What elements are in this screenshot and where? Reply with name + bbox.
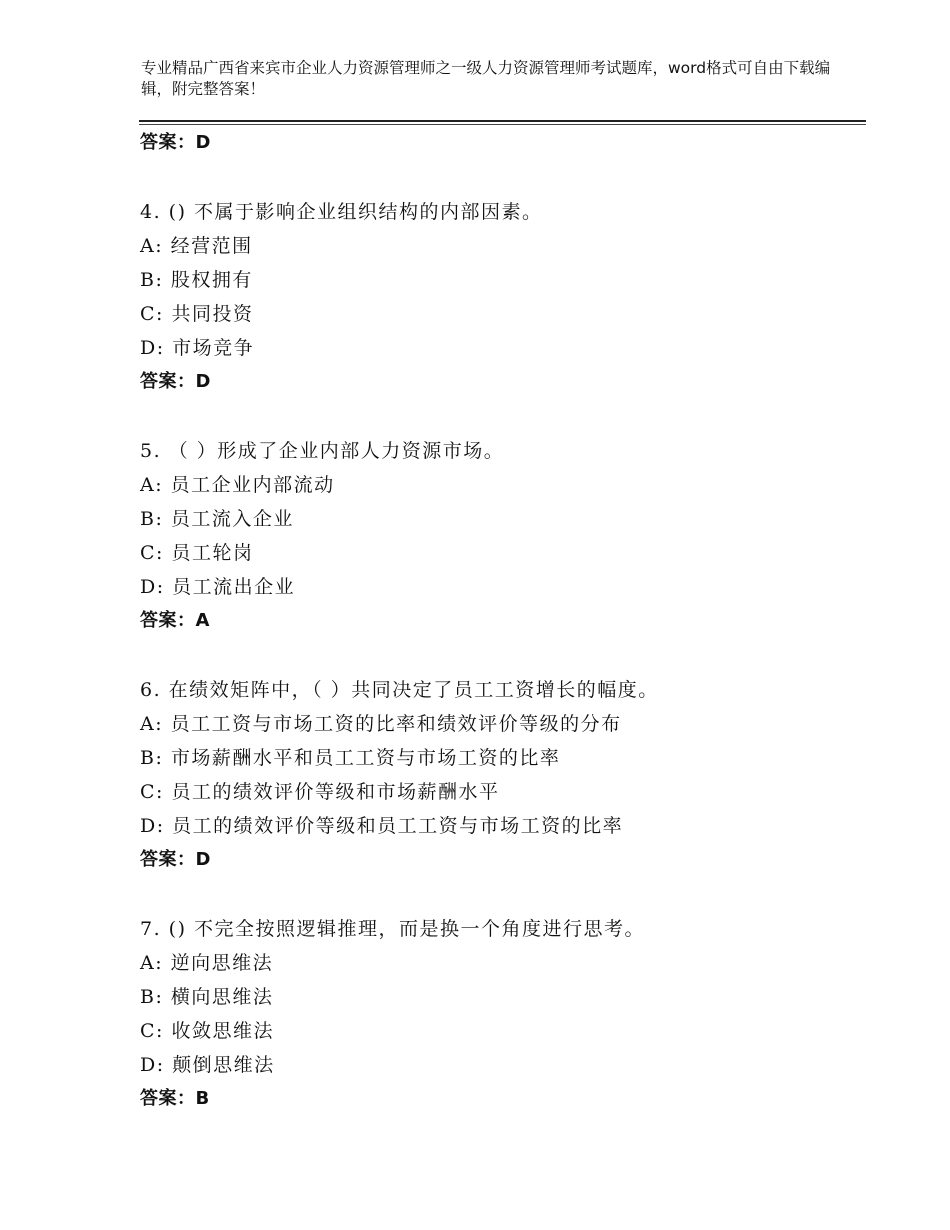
question-7-answer: 答案：B bbox=[140, 1088, 210, 1109]
question-4-stem: 4. () 不属于影响企业组织结构的内部因素。 bbox=[140, 201, 543, 223]
document-header: 专业精品广西省来宾市企业人力资源管理师之一级人力资源管理师考试题库，word格式可自由下载编辑，附完整答案！ bbox=[141, 59, 831, 98]
question-4-answer: 答案：D bbox=[140, 371, 211, 392]
question-6-stem: 6. 在绩效矩阵中，（ ）共同决定了员工工资增长的幅度。 bbox=[140, 679, 659, 701]
header-rule-thin bbox=[139, 124, 866, 125]
question-4-option-c: C: 共同投资 bbox=[140, 303, 254, 325]
question-5-option-d: D: 员工流出企业 bbox=[140, 576, 296, 598]
question-7-option-a: A: 逆向思维法 bbox=[140, 952, 274, 974]
question-7-option-b: B: 横向思维法 bbox=[140, 986, 274, 1008]
question-4-option-a: A: 经营范围 bbox=[140, 235, 253, 257]
question-6-option-d: D: 员工的绩效评价等级和员工工资与市场工资的比率 bbox=[140, 815, 624, 837]
question-7-option-c: C: 收敛思维法 bbox=[140, 1020, 274, 1042]
question-7-option-d: D: 颠倒思维法 bbox=[140, 1054, 275, 1076]
question-6-answer: 答案：D bbox=[140, 849, 211, 870]
question-6-option-c: C: 员工的绩效评价等级和市场薪酬水平 bbox=[140, 781, 500, 803]
question-4-option-d: D: 市场竞争 bbox=[140, 337, 255, 359]
question-5-stem: 5. （ ）形成了企业内部人力资源市场。 bbox=[140, 440, 505, 462]
question-6-option-a: A: 员工工资与市场工资的比率和绩效评价等级的分布 bbox=[140, 713, 622, 735]
question-5-option-b: B: 员工流入企业 bbox=[140, 508, 294, 530]
header-rule-thick bbox=[139, 120, 866, 122]
question-5-option-c: C: 员工轮岗 bbox=[140, 542, 254, 564]
question-5-option-a: A: 员工企业内部流动 bbox=[140, 474, 335, 496]
question-4-option-b: B: 股权拥有 bbox=[140, 269, 253, 291]
question-7-stem: 7. () 不完全按照逻辑推理，而是换一个角度进行思考。 bbox=[140, 918, 646, 940]
question-5-answer: 答案：A bbox=[140, 610, 210, 631]
previous-answer: 答案：D bbox=[140, 132, 211, 153]
question-6-option-b: B: 市场薪酬水平和员工工资与市场工资的比率 bbox=[140, 747, 561, 769]
